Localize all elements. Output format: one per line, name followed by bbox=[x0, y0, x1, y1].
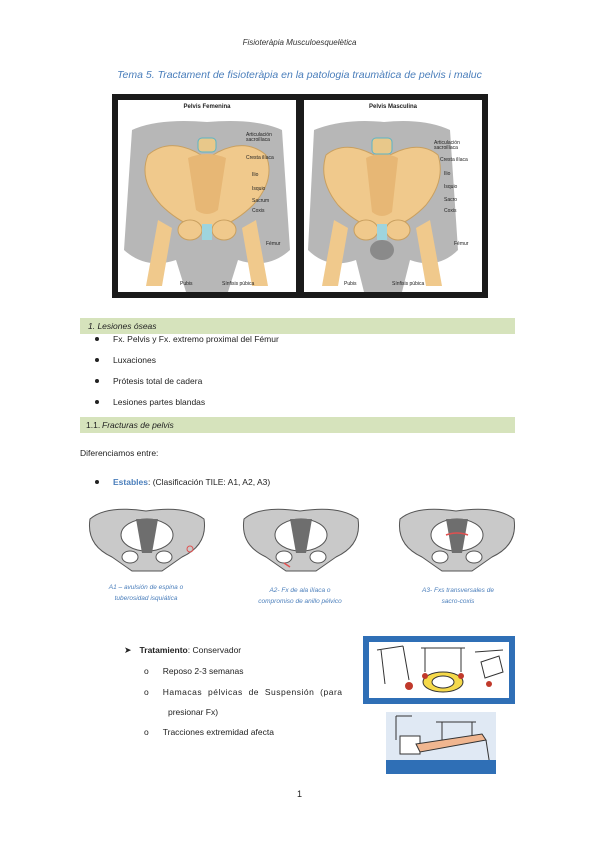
treatment-item: o Reposo 2-3 semanas bbox=[144, 666, 244, 676]
label-pubic-symphysis-male: Sínfisis púbica bbox=[392, 281, 425, 287]
pelvic-sling-image bbox=[363, 636, 515, 704]
subsection-heading-band bbox=[80, 417, 515, 433]
male-pelvis-panel bbox=[304, 100, 482, 292]
label-ischium-male: Isquio bbox=[444, 184, 458, 190]
subsection-number: 1.1. bbox=[86, 420, 101, 430]
treatment-line bbox=[124, 645, 241, 656]
treatment-item-continuation: presionar Fx) bbox=[168, 707, 219, 717]
caption-a3: A3- Fxs transversales de sacro-coxis bbox=[422, 587, 494, 605]
label-ilium-male: Ilio bbox=[444, 171, 451, 177]
bullet-icon bbox=[95, 337, 99, 341]
label-coccyx: Coxis bbox=[252, 208, 265, 214]
label-femur-male: Fémur bbox=[454, 241, 469, 247]
label-femur: Fémur bbox=[266, 241, 281, 247]
male-pelvis-illustration bbox=[304, 100, 482, 292]
circle-bullet-icon: o bbox=[144, 727, 149, 737]
female-pelvis-panel bbox=[118, 100, 296, 292]
label-ilium: Ilio bbox=[252, 172, 259, 178]
circle-bullet-icon: o bbox=[144, 666, 149, 676]
treatment-item: o Hamacas pélvicas de Suspensión (para bbox=[144, 687, 343, 697]
label-ischium: Isquio bbox=[252, 186, 266, 192]
female-pelvis-illustration bbox=[118, 100, 296, 292]
list-item: Prótesis total de cadera bbox=[95, 376, 279, 397]
caption-a1: A1 – avulsión de espina o tuberosidad isquiática bbox=[108, 584, 184, 602]
treatment-value: : Conservador bbox=[187, 645, 242, 655]
bullet-icon bbox=[95, 400, 99, 404]
stable-item bbox=[95, 477, 270, 487]
label-iliac-crest-male: Cresta ilíaca bbox=[440, 157, 468, 163]
male-pelvis-title: Pelvis Masculina bbox=[368, 104, 418, 110]
bullet-icon bbox=[95, 480, 99, 484]
label-pubic-symphysis: Sínfisis púbica bbox=[222, 281, 255, 287]
bullet-icon bbox=[95, 379, 99, 383]
page-header: Fisioteràpia Musculoesquelètica bbox=[242, 38, 357, 47]
page-number: 1 bbox=[296, 789, 302, 799]
stable-classification: : (Clasificación TILE: A1, A2, A3) bbox=[147, 477, 271, 487]
label-iliac-crest: Cresta ilíaca bbox=[246, 155, 274, 161]
section-heading-band bbox=[80, 318, 515, 334]
treatment-label: Tratamiento bbox=[139, 645, 188, 655]
arrow-bullet-icon: ➤ bbox=[124, 645, 132, 655]
label-pubis-male: Pubis bbox=[344, 281, 357, 287]
circle-bullet-icon: o bbox=[144, 687, 149, 697]
label-pubis: Pubis bbox=[180, 281, 193, 287]
list-item: Lesiones partes blandas bbox=[95, 397, 279, 418]
fracture-a3-image bbox=[396, 505, 518, 573]
list-item: Luxaciones bbox=[95, 355, 279, 376]
subsection-heading: Fracturas de pelvis bbox=[102, 420, 174, 430]
female-pelvis-title: Pelvis Femenina bbox=[183, 104, 231, 110]
pelvis-anatomy-figure bbox=[112, 94, 488, 298]
document-title: Tema 5. Tractament de fisioteràpia en la patologia traumàtica de pelvis i maluc bbox=[117, 69, 482, 81]
list-item: Fx. Pelvis y Fx. extremo proximal del Fémur bbox=[95, 334, 279, 355]
section-heading: 1. Lesiones óseas bbox=[88, 321, 157, 331]
label-sacrum: Sacrum bbox=[252, 198, 270, 204]
caption-a2: A2- Fx de ala ilíaca o compromiso de anillo pélvico bbox=[258, 587, 342, 605]
label-sacrum-male: Sacro bbox=[444, 197, 458, 203]
label-sacroiliac-male: Articulación sacroilíaca bbox=[434, 140, 460, 151]
fracture-a2-image bbox=[240, 505, 362, 573]
fracture-a1-image bbox=[86, 505, 208, 573]
intro-text: Diferenciamos entre: bbox=[80, 448, 159, 458]
label-coccyx-male: Coxis bbox=[444, 208, 457, 214]
treatment-item: o Tracciones extremidad afecta bbox=[144, 727, 274, 737]
stable-label: Estables bbox=[113, 477, 148, 487]
leg-traction-image bbox=[386, 712, 496, 774]
label-sacroiliac: Articulación sacroilíaca bbox=[246, 132, 272, 143]
bullet-icon bbox=[95, 358, 99, 362]
lesions-list bbox=[95, 334, 279, 418]
